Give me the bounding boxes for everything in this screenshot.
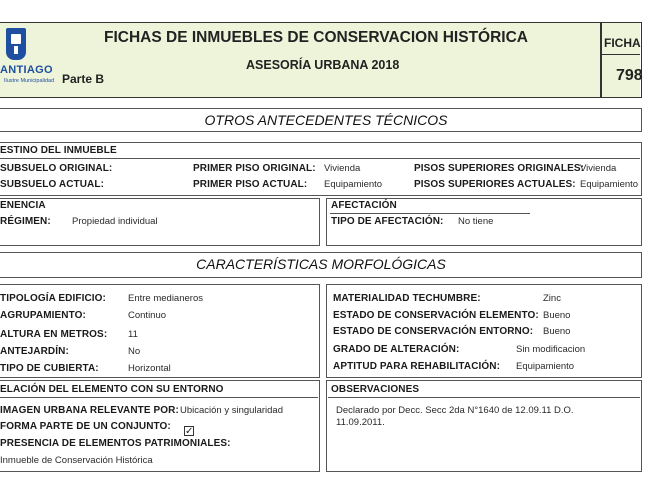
forma-conjunto-checkbox[interactable]: [184, 421, 194, 439]
primer-piso-original-label: PRIMER PISO ORIGINAL:: [193, 163, 316, 174]
aptitud-value: Equipamiento: [516, 361, 575, 372]
primer-piso-actual-value: Equipamiento: [324, 179, 383, 190]
estado-elemento-label: ESTADO DE CONSERVACIÓN ELEMENTO:: [333, 310, 539, 321]
subsuelo-original-label: SUBSUELO ORIGINAL:: [0, 163, 113, 174]
afectacion-heading: AFECTACIÓN: [331, 200, 397, 211]
primer-piso-original-value: Vivienda: [324, 163, 361, 174]
estado-elemento-value: Bueno: [543, 310, 571, 321]
altura-value: 11: [128, 329, 138, 340]
observaciones-text-line2: 11.09.2011.: [336, 417, 385, 428]
document-subtitle: ASESORÍA URBANA 2018: [246, 58, 400, 72]
tipo-cubierta-value: Horizontal: [128, 363, 171, 374]
observaciones-heading: OBSERVACIONES: [331, 384, 420, 395]
estado-entorno-label: ESTADO DE CONSERVACIÓN ENTORNO:: [333, 326, 534, 337]
aptitud-label: APTITUD PARA REHABILITACIÓN:: [333, 361, 501, 372]
tenencia-heading: ENENCIA: [0, 200, 46, 211]
regimen-value: Propiedad individual: [72, 216, 158, 227]
relacion-heading: ELACIÓN DEL ELEMENTO CON SU ENTORNO: [0, 384, 224, 395]
destino-heading: ESTINO DEL INMUEBLE: [0, 145, 117, 156]
ficha-frame: [600, 22, 642, 98]
grado-alteracion-label: GRADO DE ALTERACIÓN:: [333, 344, 460, 355]
agrupamiento-value: Continuo: [128, 310, 167, 321]
imagen-urbana-value: Ubicación y singularidad: [180, 405, 283, 416]
grado-alteracion-value: Sin modificacion: [516, 344, 586, 355]
pisos-sup-actual-value: Equipamiento: [580, 179, 639, 190]
tipo-cubierta-label: TIPO DE CUBIERTA:: [0, 363, 99, 374]
materialidad-value: Zinc: [543, 293, 561, 304]
presencia-label: PRESENCIA DE ELEMENTOS PATRIMONIALES:: [0, 438, 231, 449]
section-title-morfologicas: CARACTERÍSTICAS MORFOLÓGICAS: [196, 256, 446, 272]
tipologia-label: TIPOLOGÍA EDIFICIO:: [0, 293, 106, 304]
logo-text: ANTIAGO: [0, 64, 53, 76]
presencia-value: Inmueble de Conservación Histórica: [0, 455, 153, 466]
antejardin-label: ANTEJARDÍN:: [0, 346, 69, 357]
primer-piso-actual-label: PRIMER PISO ACTUAL:: [193, 179, 308, 190]
tipologia-value: Entre medianeros: [128, 293, 203, 304]
agrupamiento-label: AGRUPAMIENTO:: [0, 310, 86, 321]
observaciones-text-line1: Declarado por Decc. Secc 2da N°1640 de 12.09.11 D.O.: [336, 405, 574, 416]
ficha-label: FICHA: [604, 36, 641, 50]
pisos-sup-actual-label: PISOS SUPERIORES ACTUALES:: [414, 179, 576, 190]
materialidad-label: MATERIALIDAD TECHUMBRE:: [333, 293, 481, 304]
logo-subtext: Ilustre Municipalidad: [4, 78, 55, 84]
imagen-urbana-label: IMAGEN URBANA RELEVANTE POR:: [0, 405, 179, 416]
forma-conjunto-label: FORMA PARTE DE UN CONJUNTO:: [0, 421, 171, 432]
pisos-sup-original-label: PISOS SUPERIORES ORIGINALES:: [414, 163, 585, 174]
estado-entorno-value: Bueno: [543, 326, 571, 337]
part-label: Parte B: [62, 72, 105, 86]
document-title: FICHAS DE INMUEBLES DE CONSERVACION HISTÓRICA: [104, 29, 528, 46]
regimen-label: RÉGIMEN:: [0, 216, 51, 227]
altura-label: ALTURA EN METROS:: [0, 329, 108, 340]
ficha-number: 798: [616, 67, 643, 84]
coat-of-arms-icon: [6, 28, 26, 60]
tipo-afectacion-label: TIPO DE AFECTACIÓN:: [331, 216, 444, 227]
section-title-otros: OTROS ANTECEDENTES TÉCNICOS: [204, 112, 448, 128]
checkmark-icon: ✓: [185, 426, 194, 437]
subsuelo-actual-label: SUBSUELO ACTUAL:: [0, 179, 105, 190]
pisos-sup-original-value: Vivienda: [580, 163, 617, 174]
antejardin-value: No: [128, 346, 141, 357]
tipo-afectacion-value: No tiene: [458, 216, 494, 227]
